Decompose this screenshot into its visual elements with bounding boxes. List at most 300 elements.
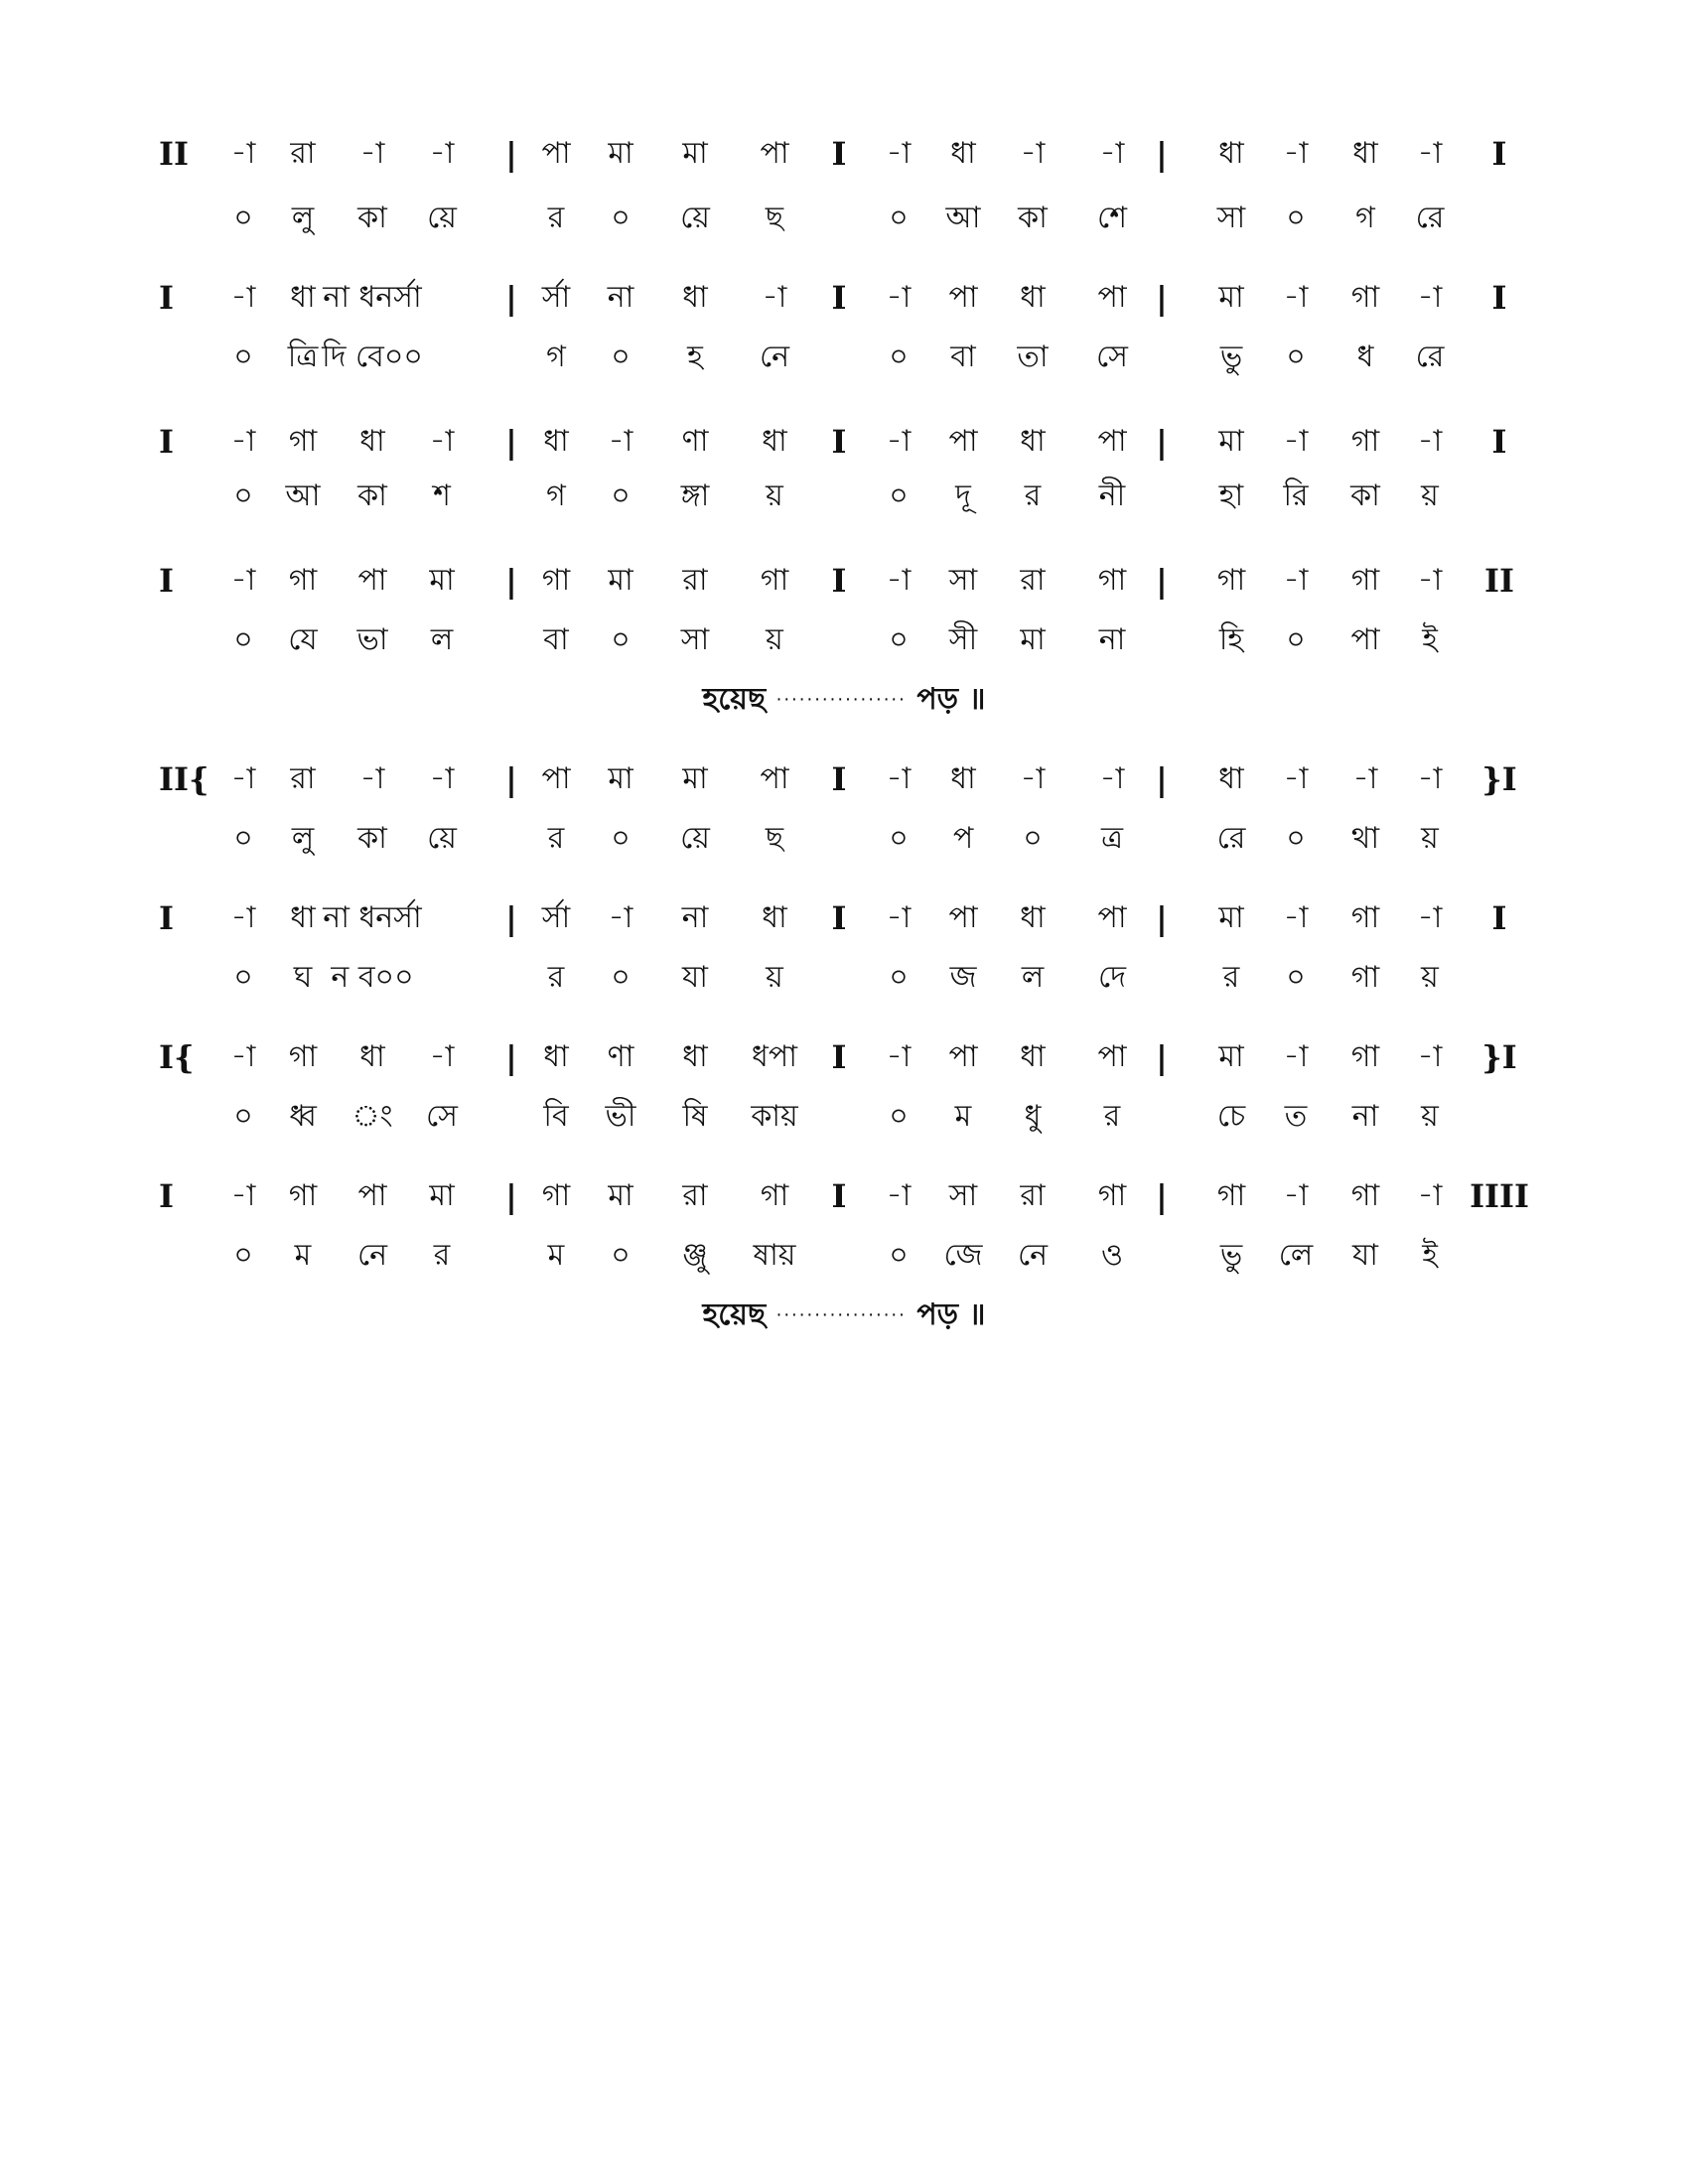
bar-line: I xyxy=(1491,279,1507,317)
lyric-syllable: ই xyxy=(1422,1238,1438,1273)
refrain-after: পড় ॥ xyxy=(906,1297,986,1332)
swara-note: -া xyxy=(1099,136,1125,171)
lyric-syllable: ম xyxy=(954,1099,972,1134)
lyric-syllable: কা xyxy=(1018,201,1048,235)
lyric-syllable: শে xyxy=(1097,201,1127,235)
lyric-syllable: তা xyxy=(1017,340,1049,374)
row-start-marker: I xyxy=(159,423,174,461)
swara-note: -া xyxy=(1283,761,1309,796)
lyric-syllable: য় xyxy=(766,478,783,513)
swara-note: -া xyxy=(886,761,912,796)
swara-note: পা xyxy=(948,280,978,315)
notation-line xyxy=(0,893,1688,943)
lyric-syllable: জ xyxy=(949,960,977,995)
swara-note: -া xyxy=(886,136,912,171)
bar-line: I xyxy=(831,135,847,173)
lyric-syllable: য়ে xyxy=(427,201,457,235)
refrain-instruction xyxy=(0,1291,1688,1341)
swara-note: মা xyxy=(1218,424,1244,459)
lyric-syllable: সা xyxy=(680,622,710,657)
notation-line xyxy=(0,273,1688,323)
swara-note: না ধনর্সা xyxy=(323,900,422,935)
lyric-syllable: র xyxy=(547,201,565,235)
lyric-syllable: র xyxy=(1024,478,1042,513)
swara-note: -া xyxy=(886,280,912,315)
swara-note: -া xyxy=(1283,1178,1309,1213)
swara-note: -া xyxy=(1020,136,1046,171)
swara-note: গা xyxy=(1350,280,1380,315)
lyric-syllable: ০ xyxy=(233,340,253,374)
lyric-syllable: ০ xyxy=(1286,960,1306,995)
swara-note: -া xyxy=(886,424,912,459)
bar-line: I xyxy=(831,1038,847,1076)
bar-line: }I xyxy=(1481,760,1517,798)
bar-line: I xyxy=(831,760,847,798)
lyric-syllable: ধ xyxy=(1356,340,1374,374)
lyric-syllable: ০ xyxy=(611,201,631,235)
bar-line: | xyxy=(505,562,517,600)
lyric-syllable: বা xyxy=(543,622,569,657)
bar-line: }I xyxy=(1481,1038,1517,1076)
row-start-marker: I{ xyxy=(159,1038,195,1076)
lyric-syllable: বি xyxy=(543,1099,569,1134)
swara-note: -া xyxy=(359,761,385,796)
row-start-marker: I xyxy=(159,1177,174,1215)
lyric-syllable: য় xyxy=(1421,478,1439,513)
lyric-syllable: ০ xyxy=(611,960,631,995)
lyric-syllable: ০ xyxy=(611,1238,631,1273)
swara-note: গা xyxy=(1350,563,1380,598)
swara-note: -া xyxy=(886,1039,912,1074)
bar-line: I xyxy=(1491,899,1507,937)
swara-note: -া xyxy=(1283,1039,1309,1074)
swara-note: ধা xyxy=(682,280,708,315)
bar-line: | xyxy=(505,279,517,317)
swara-note: র্সা xyxy=(541,900,571,935)
swara-note: -া xyxy=(429,424,455,459)
notation-line xyxy=(0,556,1688,606)
swara-note: গা xyxy=(1216,1178,1246,1213)
lyric-syllable: ই xyxy=(1422,622,1438,657)
swara-note: -া xyxy=(1352,761,1378,796)
bar-line: II xyxy=(1484,562,1514,600)
lyric-syllable: ঘ xyxy=(293,960,313,995)
swara-note: গা xyxy=(1097,563,1127,598)
lyric-syllable: য় xyxy=(766,622,783,657)
swara-note: পা xyxy=(760,761,789,796)
swara-note: -া xyxy=(230,1039,256,1074)
lyric-syllable: রে xyxy=(1216,821,1246,856)
lyric-syllable: ধ্ব xyxy=(289,1099,317,1134)
swara-note: -া xyxy=(230,1178,256,1213)
lyric-syllable: আ xyxy=(285,478,321,513)
swara-note: না xyxy=(681,900,709,935)
swara-note: -া xyxy=(1020,761,1046,796)
lyric-line xyxy=(0,814,1688,864)
lyric-syllable: য়ে xyxy=(680,821,710,856)
lyric-syllable: সা xyxy=(1216,201,1246,235)
swara-note: -া xyxy=(1283,424,1309,459)
lyric-syllable: ০ xyxy=(1286,622,1306,657)
swara-note: মা xyxy=(608,761,633,796)
swara-note: মা xyxy=(1218,900,1244,935)
swara-note: র্সা xyxy=(541,280,571,315)
lyric-syllable: থা xyxy=(1350,821,1380,856)
swara-note: -া xyxy=(359,136,385,171)
bar-line: | xyxy=(505,1038,517,1076)
swara-note: -া xyxy=(1417,136,1443,171)
lyric-syllable: আ xyxy=(945,201,981,235)
swara-note: গা xyxy=(1216,563,1246,598)
lyric-line xyxy=(0,953,1688,1003)
lyric-syllable: য়ে xyxy=(427,821,457,856)
lyric-syllable: পা xyxy=(1350,622,1380,657)
bar-line: I xyxy=(831,423,847,461)
swara-note: পা xyxy=(1097,280,1127,315)
lyric-syllable: য়ে xyxy=(680,201,710,235)
swara-note: -া xyxy=(1417,563,1443,598)
notation-line xyxy=(0,1032,1688,1082)
lyric-syllable: ০ xyxy=(889,1099,909,1134)
lyric-line xyxy=(0,333,1688,382)
lyric-line xyxy=(0,1231,1688,1281)
swara-note: মা xyxy=(1218,280,1244,315)
swara-note: রা xyxy=(1020,1178,1046,1213)
lyric-syllable: ও xyxy=(1100,1238,1124,1273)
swara-note: পা xyxy=(541,761,571,796)
swara-note: ধা xyxy=(1352,136,1378,171)
swara-note: -া xyxy=(230,900,256,935)
swara-note: গা xyxy=(760,1178,789,1213)
swara-note: ধা xyxy=(762,424,787,459)
refrain-dots: ················· xyxy=(775,1304,907,1326)
swara-note: ধা xyxy=(1020,280,1046,315)
swara-note: ধা xyxy=(290,900,316,935)
swara-note: -া xyxy=(1417,424,1443,459)
lyric-line xyxy=(0,615,1688,665)
swara-note: গা xyxy=(288,1039,318,1074)
swara-note: মা xyxy=(608,563,633,598)
lyric-syllable: গ xyxy=(1355,201,1375,235)
lyric-line xyxy=(0,472,1688,521)
swara-note: না xyxy=(607,280,634,315)
lyric-syllable: ভু xyxy=(1219,340,1243,374)
lyric-syllable: হি xyxy=(1218,622,1244,657)
bar-line: | xyxy=(505,899,517,937)
lyric-syllable: কা xyxy=(357,201,387,235)
lyric-syllable: লু xyxy=(291,201,315,235)
bar-line: I xyxy=(831,899,847,937)
lyric-syllable: র xyxy=(1103,1099,1121,1134)
lyric-syllable: হা xyxy=(1218,478,1244,513)
lyric-syllable: ভু xyxy=(1219,1238,1243,1273)
lyric-syllable: ং xyxy=(352,1099,393,1134)
lyric-syllable: সে xyxy=(1096,340,1128,374)
lyric-syllable: ধু xyxy=(1024,1099,1042,1134)
lyric-syllable: ০ xyxy=(889,201,909,235)
lyric-syllable: ত xyxy=(1284,1099,1308,1134)
lyric-syllable: ০ xyxy=(1286,340,1306,374)
lyric-syllable: র xyxy=(1222,960,1240,995)
swara-note: -া xyxy=(1283,563,1309,598)
swara-note: -া xyxy=(886,900,912,935)
swara-note: -া xyxy=(230,563,256,598)
bar-line: | xyxy=(1156,899,1168,937)
lyric-syllable: ত্র xyxy=(1100,821,1124,856)
swara-note: -া xyxy=(1283,900,1309,935)
lyric-syllable: ০ xyxy=(889,340,909,374)
swara-note: -া xyxy=(762,280,787,315)
lyric-syllable: মা xyxy=(1020,622,1046,657)
swara-note: -া xyxy=(230,424,256,459)
lyric-syllable: ০ xyxy=(611,478,631,513)
swara-note: গা xyxy=(1350,1039,1380,1074)
swara-note: -া xyxy=(1417,900,1443,935)
bar-line: | xyxy=(1156,1177,1168,1215)
lyric-syllable: প xyxy=(952,821,974,856)
lyric-syllable: গা xyxy=(1350,960,1380,995)
bar-line: IIII xyxy=(1470,1177,1529,1215)
refrain-after: পড় ॥ xyxy=(906,682,986,717)
swara-note: -া xyxy=(1099,761,1125,796)
lyric-syllable: ০ xyxy=(611,821,631,856)
lyric-syllable: রি xyxy=(1283,478,1309,513)
lyric-syllable: কায় xyxy=(751,1099,798,1134)
lyric-syllable: ঞ্জু xyxy=(682,1238,708,1273)
lyric-syllable: কা xyxy=(357,821,387,856)
swara-note: গা xyxy=(1350,900,1380,935)
swara-note: গা xyxy=(288,424,318,459)
swara-note: মা xyxy=(429,563,455,598)
lyric-syllable: যে xyxy=(288,622,318,657)
bar-line: I xyxy=(831,562,847,600)
swara-note: ধা xyxy=(950,761,976,796)
lyric-syllable: ল xyxy=(1021,960,1045,995)
lyric-syllable: নে xyxy=(759,340,790,374)
lyric-syllable: ০ xyxy=(1286,821,1306,856)
swara-note: রা xyxy=(1020,563,1046,598)
lyric-syllable: ০ xyxy=(611,340,631,374)
swara-note: মা xyxy=(682,761,708,796)
swara-note: ধা xyxy=(1218,761,1244,796)
swara-note: -া xyxy=(608,900,633,935)
swara-note: মা xyxy=(1218,1039,1244,1074)
refrain-instruction xyxy=(0,675,1688,726)
swara-note: ধা xyxy=(950,136,976,171)
bar-line: I xyxy=(1491,135,1507,173)
swara-note: পা xyxy=(541,136,571,171)
lyric-syllable: সে xyxy=(426,1099,458,1134)
lyric-syllable: দে xyxy=(1098,960,1126,995)
lyric-syllable: ত্রি xyxy=(287,340,319,374)
row-start-marker: II xyxy=(159,135,189,173)
swara-note: -া xyxy=(429,1039,455,1074)
notation-line xyxy=(0,754,1688,804)
swara-note: ধা xyxy=(1020,900,1046,935)
swara-note: রা xyxy=(290,136,316,171)
lyric-syllable: ভী xyxy=(605,1099,636,1134)
lyric-syllable: ০ xyxy=(233,821,253,856)
swara-note: ধপা xyxy=(752,1039,797,1074)
swara-note: সা xyxy=(948,563,978,598)
lyric-syllable: ন ব০০ xyxy=(331,960,414,995)
row-start-marker: I xyxy=(159,899,174,937)
bar-line: | xyxy=(505,1177,517,1215)
swara-note: রা xyxy=(682,1178,708,1213)
lyric-line xyxy=(0,1092,1688,1142)
swara-note: -া xyxy=(230,761,256,796)
lyric-syllable: ম xyxy=(547,1238,565,1273)
lyric-syllable: নী xyxy=(1098,478,1126,513)
swara-note: ধা xyxy=(359,1039,385,1074)
swara-note: গা xyxy=(1350,424,1380,459)
swara-note: ধা xyxy=(543,1039,569,1074)
swara-note: গা xyxy=(1097,1178,1127,1213)
swara-note: ধা xyxy=(682,1039,708,1074)
lyric-syllable: রে xyxy=(1415,201,1445,235)
lyric-syllable: য় xyxy=(1421,821,1439,856)
lyric-syllable: ম xyxy=(294,1238,312,1273)
notation-line xyxy=(0,1171,1688,1221)
lyric-syllable: রে xyxy=(1415,340,1445,374)
swara-note: -া xyxy=(1417,1039,1443,1074)
lyric-syllable: ষায় xyxy=(753,1238,796,1273)
lyric-syllable: ছ xyxy=(765,821,784,856)
lyric-syllable: সী xyxy=(948,622,978,657)
bar-line: I xyxy=(831,1177,847,1215)
lyric-syllable: বা xyxy=(950,340,976,374)
lyric-syllable: না xyxy=(1351,1099,1379,1134)
swara-note: পা xyxy=(760,136,789,171)
lyric-syllable: র xyxy=(433,1238,451,1273)
swara-note: ধা xyxy=(543,424,569,459)
refrain-before: হয়েছ xyxy=(702,1297,776,1332)
lyric-syllable: ষি xyxy=(682,1099,708,1134)
lyric-syllable: ০ xyxy=(233,1238,253,1273)
lyric-syllable: র xyxy=(547,821,565,856)
lyric-syllable: য় xyxy=(1421,1099,1439,1134)
swara-note: ণা xyxy=(681,424,709,459)
swara-note: পা xyxy=(357,1178,387,1213)
swara-note: গা xyxy=(288,563,318,598)
lyric-syllable: দূ xyxy=(955,478,971,513)
swara-note: -া xyxy=(230,136,256,171)
swara-note: -া xyxy=(1283,136,1309,171)
lyric-syllable: ০ xyxy=(233,478,253,513)
lyric-syllable: ০ xyxy=(233,960,253,995)
bar-line: I xyxy=(1491,423,1507,461)
lyric-syllable: গ xyxy=(546,478,566,513)
notation-line xyxy=(0,129,1688,179)
lyric-syllable: ০ xyxy=(889,821,909,856)
bar-line: I xyxy=(831,279,847,317)
lyric-syllable: ০ xyxy=(233,622,253,657)
lyric-syllable: ০ xyxy=(1023,821,1043,856)
swara-note: না ধনর্সা xyxy=(323,280,422,315)
swara-note: -া xyxy=(429,136,455,171)
lyric-syllable: গ xyxy=(546,340,566,374)
lyric-syllable: শ xyxy=(433,478,451,513)
lyric-syllable: নে xyxy=(1017,1238,1049,1273)
swara-note: গা xyxy=(541,1178,571,1213)
lyric-syllable: না xyxy=(1098,622,1126,657)
swara-note: গা xyxy=(541,563,571,598)
swara-note: -া xyxy=(1417,761,1443,796)
lyric-syllable: ভা xyxy=(356,622,388,657)
lyric-syllable: ঙ্গা xyxy=(680,478,710,513)
swara-note: গা xyxy=(288,1178,318,1213)
swara-note: ধা xyxy=(762,900,787,935)
bar-line: | xyxy=(505,423,517,461)
swara-note: পা xyxy=(948,1039,978,1074)
lyric-syllable: কা xyxy=(1350,478,1380,513)
lyric-syllable: দি বে০০ xyxy=(322,340,423,374)
lyric-syllable: জে xyxy=(943,1238,983,1273)
swara-note: মা xyxy=(429,1178,455,1213)
swara-note: মা xyxy=(608,136,633,171)
swara-note: সা xyxy=(948,1178,978,1213)
swara-note: -া xyxy=(886,563,912,598)
refrain-before: হয়েছ xyxy=(702,682,776,717)
row-start-marker: II{ xyxy=(159,760,210,798)
row-start-marker: I xyxy=(159,562,174,600)
lyric-syllable: নে xyxy=(356,1238,388,1273)
swara-note: ধা xyxy=(1020,424,1046,459)
swara-note: -া xyxy=(1417,280,1443,315)
swara-note: পা xyxy=(1097,1039,1127,1074)
swara-note: পা xyxy=(948,424,978,459)
swara-note: -া xyxy=(429,761,455,796)
swara-note: মা xyxy=(608,1178,633,1213)
lyric-syllable: ল xyxy=(430,622,454,657)
swara-note: -া xyxy=(1283,280,1309,315)
bar-line: | xyxy=(505,135,517,173)
bar-line: | xyxy=(1156,1038,1168,1076)
lyric-syllable: র xyxy=(547,960,565,995)
bar-line: | xyxy=(1156,423,1168,461)
swara-note: রা xyxy=(290,761,316,796)
swara-note: ধা xyxy=(359,424,385,459)
lyric-syllable: যা xyxy=(1352,1238,1378,1273)
lyric-syllable: হ xyxy=(687,340,703,374)
lyric-syllable: কা xyxy=(357,478,387,513)
bar-line: | xyxy=(1156,562,1168,600)
swara-note: পা xyxy=(1097,424,1127,459)
lyric-syllable: লে xyxy=(1278,1238,1314,1273)
lyric-syllable: ০ xyxy=(889,960,909,995)
lyric-syllable: ০ xyxy=(233,1099,253,1134)
row-start-marker: I xyxy=(159,279,174,317)
lyric-syllable: ০ xyxy=(889,622,909,657)
bar-line: | xyxy=(505,760,517,798)
swara-note: ধা xyxy=(1218,136,1244,171)
lyric-syllable: য় xyxy=(1421,960,1439,995)
swara-note: গা xyxy=(760,563,789,598)
lyric-syllable: ০ xyxy=(889,478,909,513)
refrain-dots: ················· xyxy=(775,689,907,711)
swara-note: মা xyxy=(682,136,708,171)
lyric-syllable: ছ xyxy=(765,201,784,235)
swara-note: গা xyxy=(1350,1178,1380,1213)
swara-note: রা xyxy=(682,563,708,598)
notation-line xyxy=(0,417,1688,467)
swara-note: পা xyxy=(948,900,978,935)
lyric-syllable: ০ xyxy=(1286,201,1306,235)
lyric-syllable: চে xyxy=(1216,1099,1246,1134)
lyric-syllable: লু xyxy=(291,821,315,856)
swara-note: -া xyxy=(1417,1178,1443,1213)
swara-note: ধা xyxy=(1020,1039,1046,1074)
